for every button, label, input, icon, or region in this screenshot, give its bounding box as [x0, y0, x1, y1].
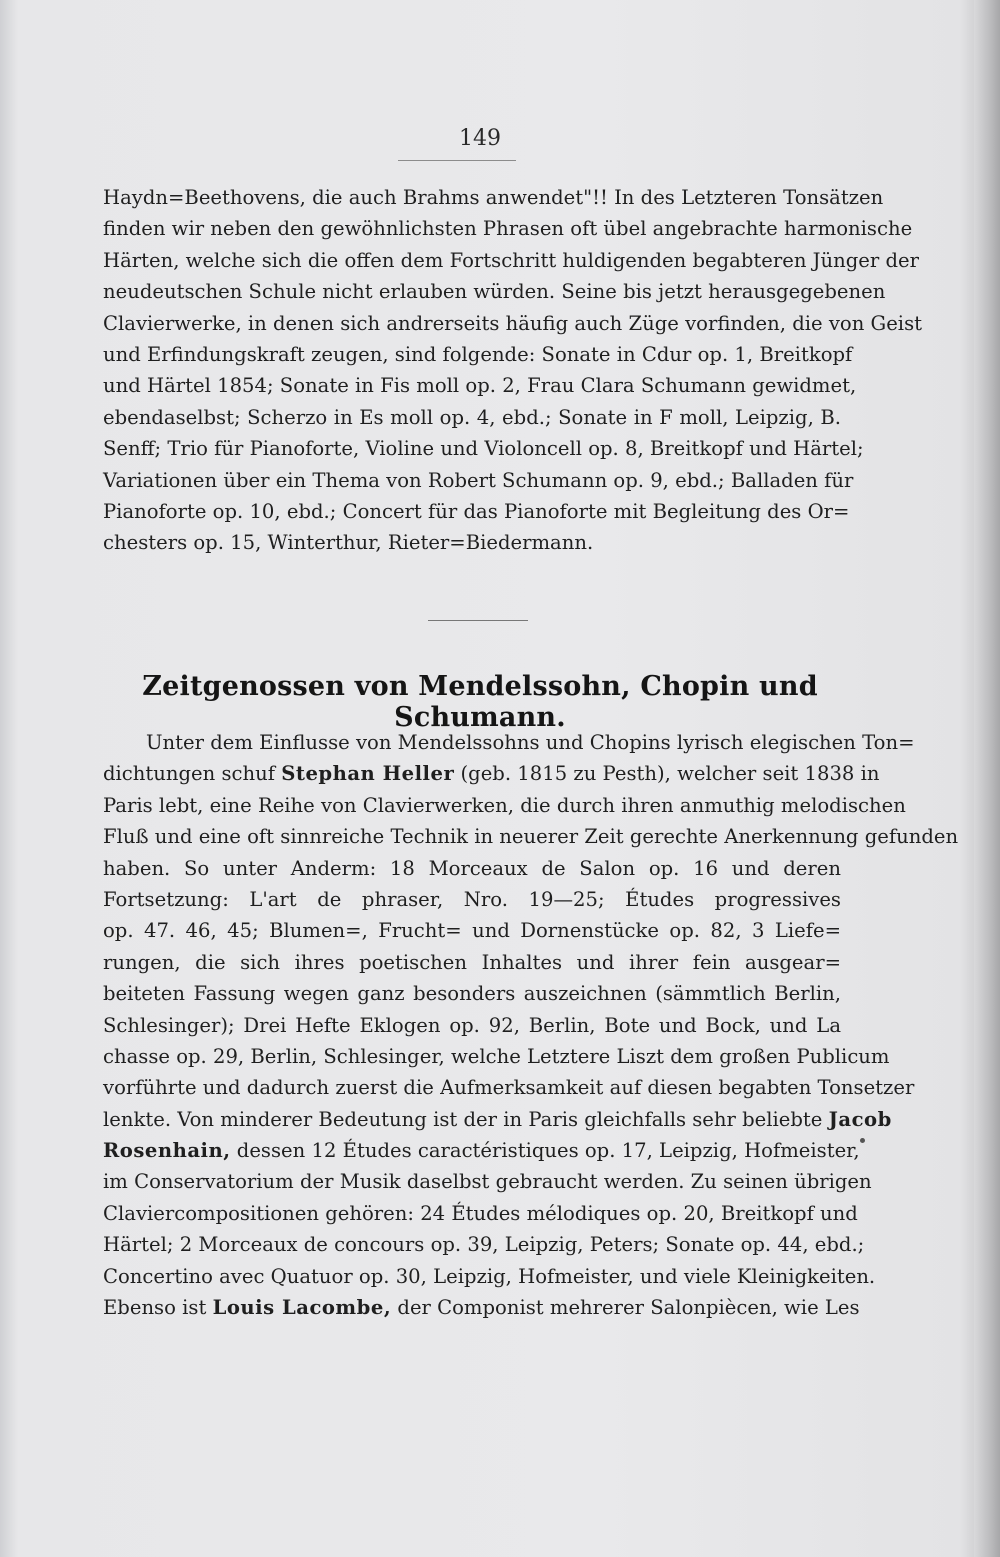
text-line: und Härtel 1854; Sonate in Fis moll op. 2, Frau Clara Schumann gewidmet,: [103, 374, 857, 398]
text-line: Paris lebt, eine Reihe von Clavierwerken, die durch ihren anmuthig melodischen: [103, 793, 906, 817]
text-line: Senff; Trio für Pianoforte, Violine und Violoncell op. 8, Breitkopf und Härtel;: [103, 437, 864, 461]
text-line: chasse op. 29, Berlin, Schlesinger, welche Letztere Liszt dem großen Publicum: [103, 1044, 890, 1068]
text-line: Pianoforte op. 10, ebd.; Concert für das Pianoforte mit Begleitung des Or=: [103, 499, 850, 523]
text-line: dichtungen schuf Stephan Heller (geb. 1815 zu Pesth), welcher seit 1838 in: [103, 762, 880, 786]
text-line: finden wir neben den gewöhnlichsten Phrasen oft übel angebrachte harmonische: [103, 217, 913, 241]
text-line: haben. So unter Anderm: 18 Morceaux de Salon op. 16 und deren: [103, 856, 841, 880]
text-line: Unter dem Einflusse von Mendelssohns und Chopins lyrisch elegischen Ton=: [146, 731, 915, 754]
person-name-heller: Stephan Heller: [281, 762, 455, 786]
text-line: Schlesinger); Drei Hefte Eklogen op. 92, Berlin, Bote und Bock, und La: [103, 1013, 841, 1037]
text-line: Concertino avec Quatuor op. 30, Leipzig, Hofmeister, und viele Kleinigkeiten.: [103, 1264, 876, 1288]
text-line: ebendaselbst; Scherzo in Es moll op. 4, ebd.; Sonate in F moll, Leipzig, B.: [103, 405, 841, 429]
text-line: neudeutschen Schule nicht erlauben würden. Seine bis jetzt herausgegebenen: [103, 280, 886, 304]
page-number: 149: [459, 126, 501, 151]
text-line: lenkte. Von minderer Bedeutung ist der in Paris gleichfalls sehr beliebte Jacob: [103, 1107, 892, 1131]
text-line: Rosenhain, dessen 12 Études caractéristiques op. 17, Leipzig, Hofmeister,: [103, 1139, 860, 1163]
text-line: chesters op. 15, Winterthur, Rieter=Biedermann.: [103, 531, 594, 555]
text-line: vorführte und dadurch zuerst die Aufmerksamkeit auf diesen begabten Tonsetzer: [103, 1076, 915, 1100]
text-line: Härtel; 2 Morceaux de concours op. 39, Leipzig, Peters; Sonate op. 44, ebd.;: [103, 1233, 865, 1257]
section-separator: [428, 620, 528, 621]
text-line: Variationen über ein Thema von Robert Schumann op. 9, ebd.; Balladen für: [103, 468, 854, 492]
text-line: Fluß und eine oft sinnreiche Technik in neuerer Zeit gerechte Anerkennung gefunden: [103, 825, 959, 849]
text-line: Claviercompositionen gehören: 24 Études mélodiques op. 20, Breitkopf und: [103, 1201, 858, 1225]
header-rule: [398, 160, 516, 161]
text-line: rungen, die sich ihres poetischen Inhaltes und ihrer fein ausgear=: [103, 950, 841, 974]
text-line: Fortsetzung: L'art de phraser, Nro. 19—25; Études progressives: [103, 887, 841, 911]
person-name-lacombe: Louis Lacombe,: [212, 1296, 392, 1320]
margin-mark: [860, 1138, 865, 1143]
text-line: Ebenso ist Louis Lacombe, der Componist mehrerer Salonpiècen, wie Les: [103, 1296, 860, 1320]
text-line: Clavierwerke, in denen sich andrerseits häufig auch Züge vorfinden, die von Geist: [103, 311, 923, 335]
person-name-rosenhain-first: Jacob: [828, 1107, 892, 1131]
text-line: op. 47. 46, 45; Blumen=, Frucht= und Dornenstücke op. 82, 3 Liefe=: [103, 919, 841, 943]
text-line: beiteten Fassung wegen ganz besonders auszeichnen (sämmtlich Berlin,: [103, 982, 841, 1006]
person-name-rosenhain: Rosenhain,: [103, 1139, 231, 1163]
text-line: Haydn=Beethovens, die auch Brahms anwendet"!! In des Letzteren Tonsätzen: [103, 186, 884, 209]
paragraph-brahms: [103, 182, 923, 559]
text-line: Härten, welche sich die offen dem Fortschritt huldigenden begabteren Jünger der: [103, 248, 920, 272]
page-edge: [974, 0, 1000, 1557]
text-line: im Conservatorium der Musik daselbst gebraucht werden. Zu seinen übrigen: [103, 1170, 872, 1194]
paragraph-contemporaries: [103, 727, 959, 1323]
text-line: und Erfindungskraft zeugen, sind folgende: Sonate in Cdur op. 1, Breitkopf: [103, 342, 853, 366]
section-heading: Zeitgenossen von Mendelssohn, Chopin und Schumann.: [142, 671, 818, 733]
